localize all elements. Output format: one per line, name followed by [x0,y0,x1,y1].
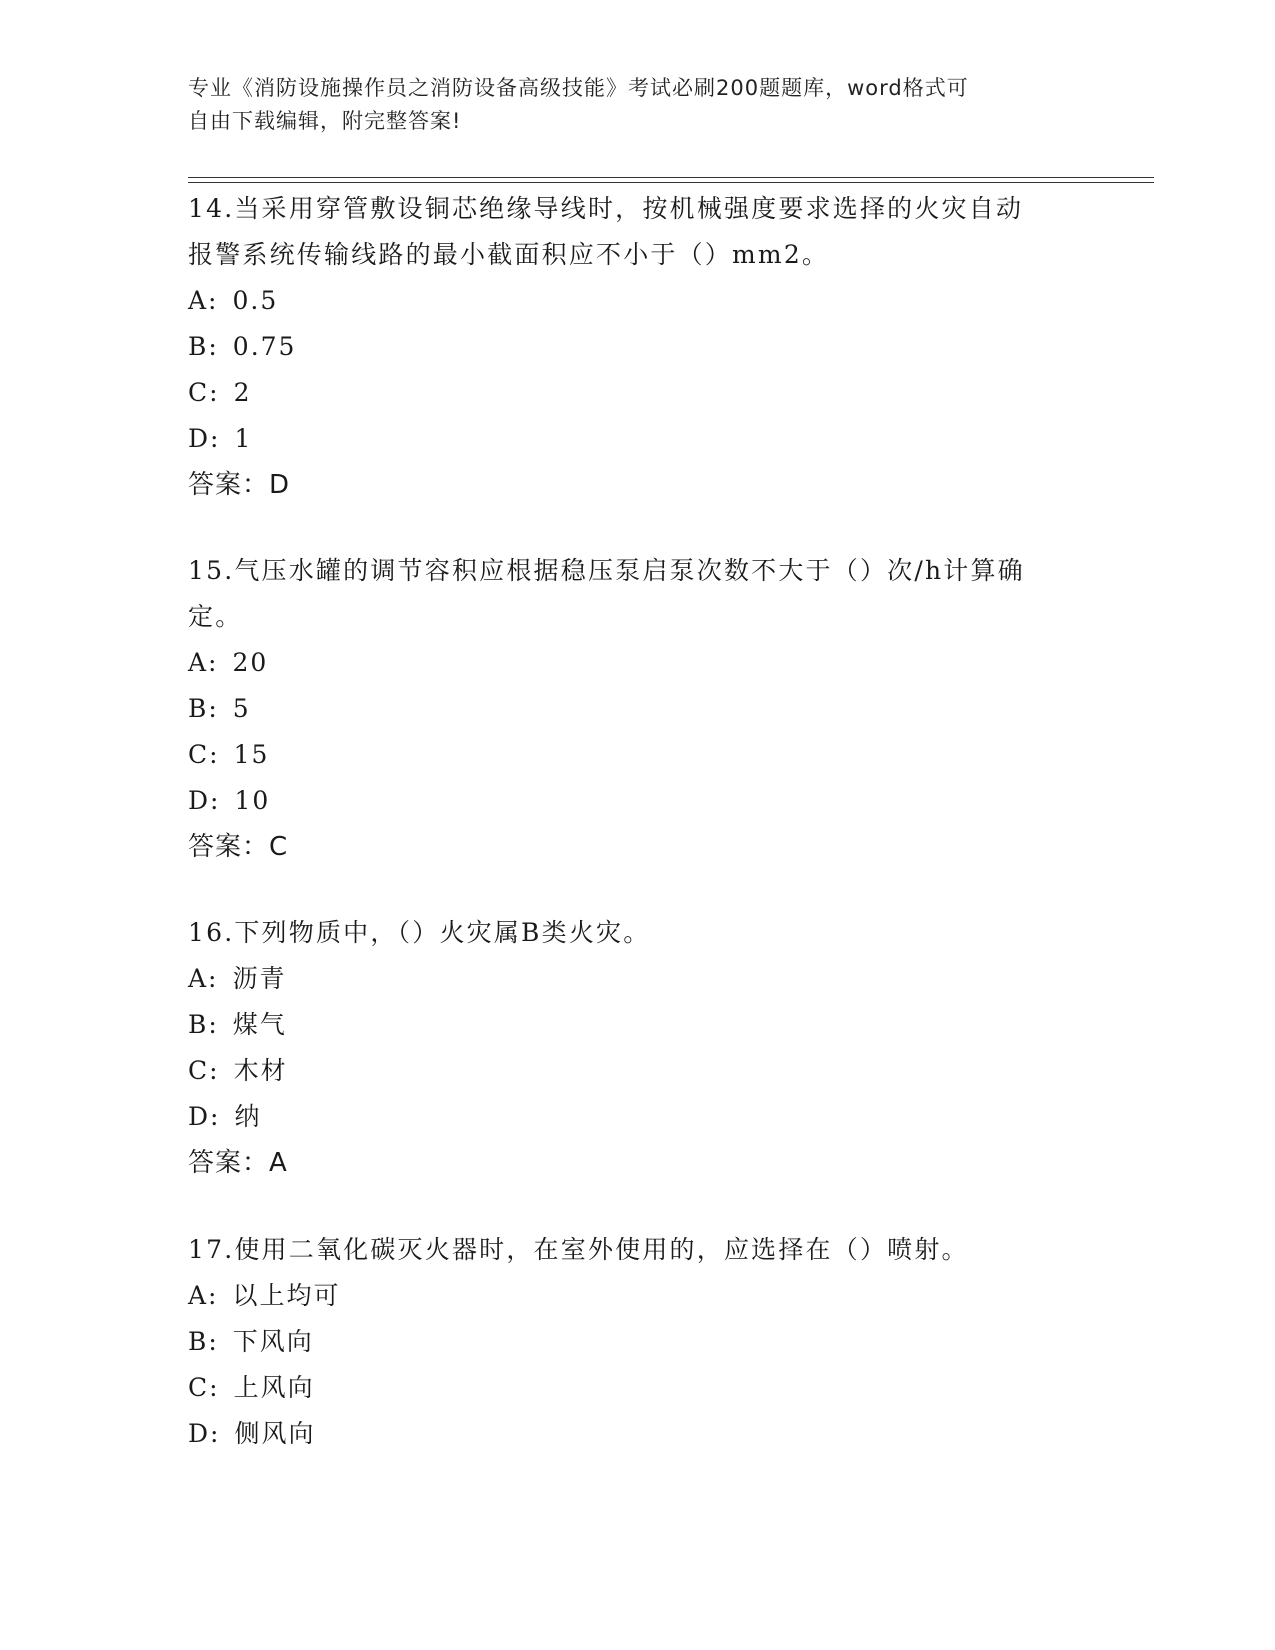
document-header [188,72,1068,138]
option-c [188,732,1088,778]
option-letter: D: [188,1102,221,1131]
option-text: 2 [233,378,252,407]
option-letter: C: [188,740,220,769]
option-letter: A: [188,964,219,993]
question-16 [188,910,1088,1186]
option-letter: C: [188,1056,220,1085]
option-letter: D: [188,424,221,453]
header-line-2: 自由下载编辑，附完整答案! [188,109,462,133]
option-text: 侧风向 [234,1419,316,1448]
option-c [188,1365,1088,1411]
option-d [188,1094,1088,1140]
option-text: 纳 [234,1102,262,1131]
option-text: 15 [233,740,270,769]
option-d [188,778,1088,824]
option-letter: B: [188,1010,219,1039]
option-b [188,1002,1088,1048]
option-letter: D: [188,786,221,815]
option-text: 煤气 [232,1010,287,1039]
option-text: 0.5 [232,286,279,315]
option-c [188,370,1088,416]
option-a [188,956,1088,1002]
option-text: 0.75 [232,332,297,361]
question-stem-line: 16.下列物质中，（）火灾属B类火灾。 [188,918,651,947]
option-text: 木材 [233,1056,288,1085]
question-stem-line: 17.使用二氧化碳灭火器时，在室外使用的，应选择在（）喷射。 [188,1235,969,1264]
question-stem-line: 报警系统传输线路的最小截面积应不小于（）mm2。 [188,240,830,269]
option-d [188,416,1088,462]
option-letter: A: [188,1281,219,1310]
answer-label: 答案：C [188,832,289,862]
option-letter: C: [188,1373,220,1402]
header-divider-top [188,177,1154,178]
answer-label: 答案：A [188,1148,288,1178]
option-b [188,686,1088,732]
option-letter: D: [188,1419,221,1448]
option-letter: B: [188,332,219,361]
option-text: 5 [232,694,251,723]
option-b [188,324,1088,370]
option-b [188,1319,1088,1365]
option-text: 沥青 [232,964,287,993]
question-14 [188,186,1088,508]
option-text: 10 [234,786,271,815]
header-divider-bottom [188,182,1154,183]
option-text: 20 [232,648,269,677]
option-letter: A: [188,286,219,315]
option-c [188,1048,1088,1094]
option-a [188,278,1088,324]
option-text: 上风向 [233,1373,315,1402]
option-a [188,640,1088,686]
question-15 [188,548,1088,870]
option-text: 下风向 [232,1327,314,1356]
question-stem-line: 15.气压水罐的调节容积应根据稳压泵启泵次数不大于（）次/h计算确 [188,556,1025,585]
option-text: 以上均可 [232,1281,341,1310]
option-a [188,1273,1088,1319]
option-letter: B: [188,1327,219,1356]
header-line-1: 专业《消防设施操作员之消防设备高级技能》考试必刷200题题库，word格式可 [188,76,969,100]
option-letter: C: [188,378,220,407]
option-d [188,1411,1088,1457]
question-17 [188,1227,1088,1457]
option-letter: A: [188,648,219,677]
option-letter: B: [188,694,219,723]
question-stem-line: 定。 [188,602,243,631]
answer-label: 答案：D [188,470,291,500]
question-stem-line: 14.当采用穿管敷设铜芯绝缘导线时，按机械强度要求选择的火灾自动 [188,194,1024,223]
option-text: 1 [234,424,253,453]
